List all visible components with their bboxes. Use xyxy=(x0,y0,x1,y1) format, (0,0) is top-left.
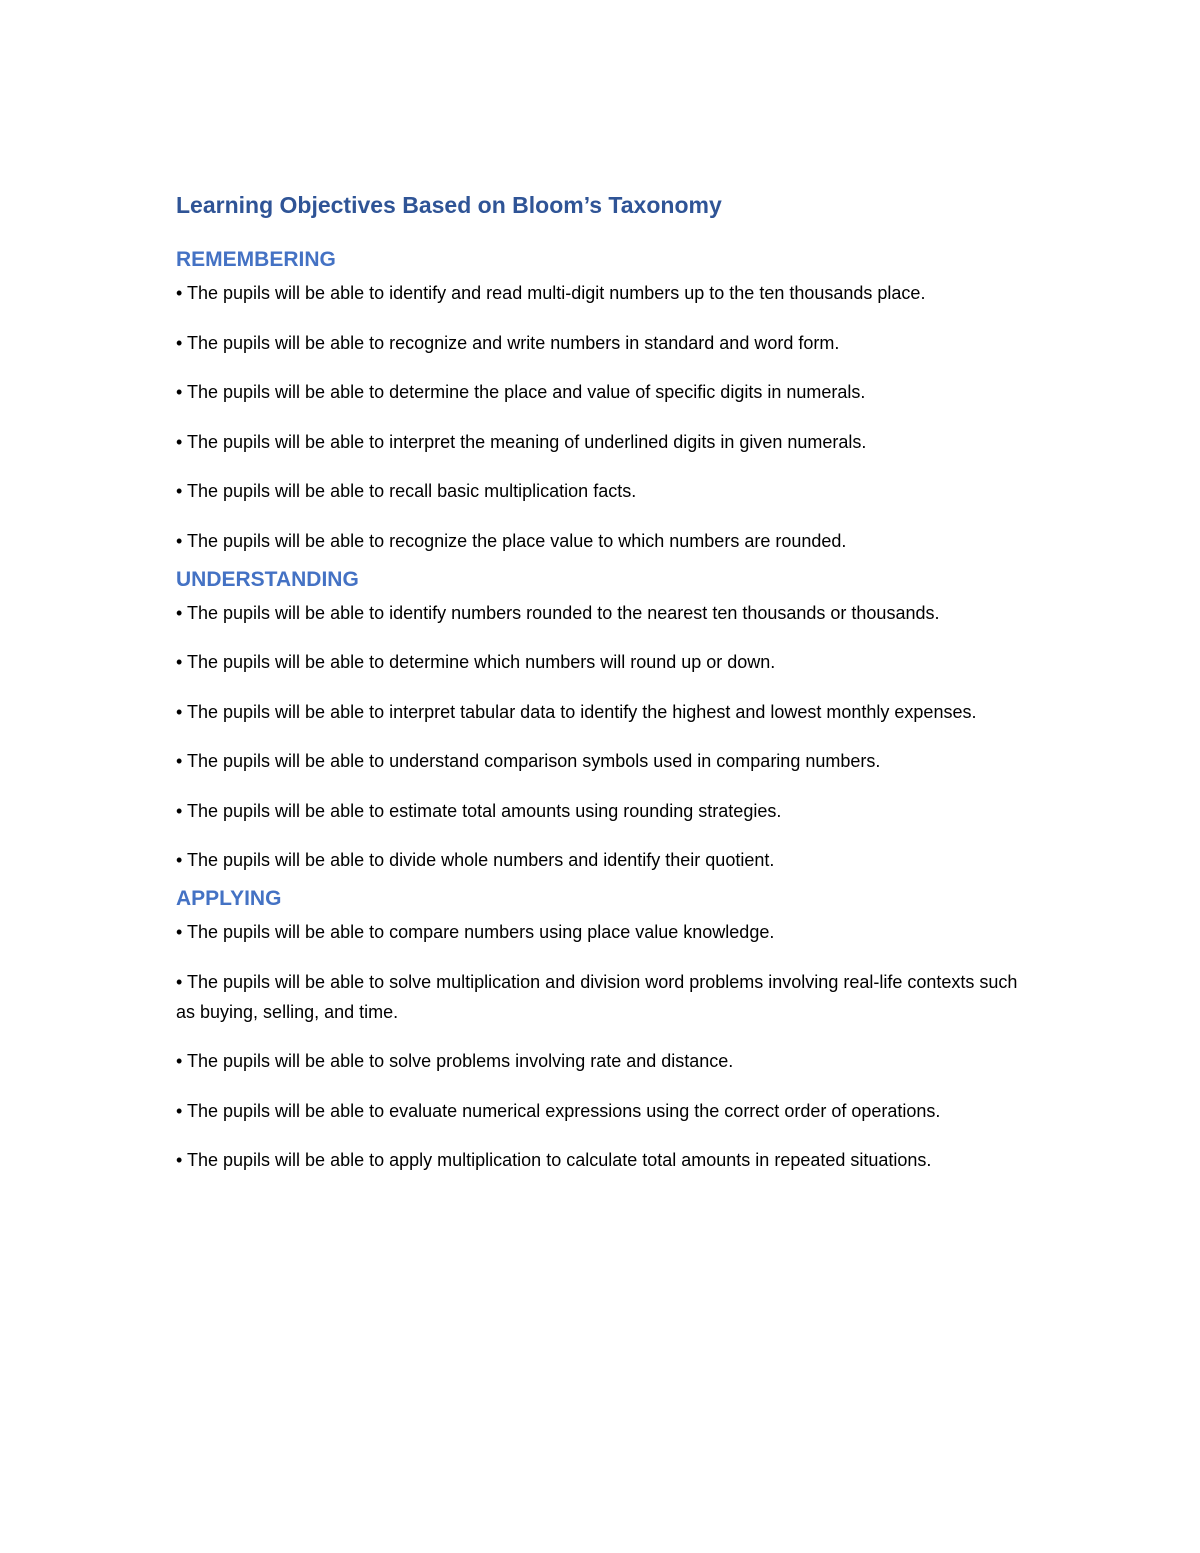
objective-text: The pupils will be able to interpret tabular data to identify the highest and lowest monthly expenses. xyxy=(187,701,977,722)
bullet-icon: • xyxy=(176,701,183,722)
objective-item xyxy=(176,647,1036,677)
objective-list-remembering xyxy=(176,278,1036,556)
bullet-icon: • xyxy=(176,431,183,452)
bullet-icon: • xyxy=(176,1150,183,1170)
objective-item xyxy=(176,328,1036,358)
objective-text: The pupils will be able to identify and read multi-digit numbers up to the ten thousands place. xyxy=(187,283,926,303)
objective-text: The pupils will be able to identify numbers rounded to the nearest ten thousands or thousands. xyxy=(187,602,940,623)
objective-item xyxy=(176,476,1036,506)
objective-text: The pupils will be able to recall basic multiplication facts. xyxy=(187,481,637,501)
objective-text: The pupils will be able to apply multiplication to calculate total amounts in repeated situations. xyxy=(187,1150,932,1170)
bullet-icon: • xyxy=(176,971,183,992)
objective-text: The pupils will be able to compare numbers using place value knowledge. xyxy=(187,922,775,942)
objective-item xyxy=(176,1145,1036,1175)
objective-text: The pupils will be able to recognize the place value to which numbers are rounded. xyxy=(187,530,847,551)
objective-item xyxy=(176,278,1036,308)
objective-item xyxy=(176,1096,1036,1126)
objective-item xyxy=(176,1046,1036,1076)
objective-text: The pupils will be able to understand comparison symbols used in comparing numbers. xyxy=(187,751,881,771)
objective-item xyxy=(176,917,1036,947)
document-title: Learning Objectives Based on Bloom’s Taxonomy xyxy=(176,192,722,218)
bullet-icon: • xyxy=(176,382,183,402)
bullet-icon: • xyxy=(176,332,183,353)
objective-text: The pupils will be able to recognize and write numbers in standard and word form. xyxy=(187,332,840,353)
objective-text: The pupils will be able to divide whole numbers and identify their quotient. xyxy=(187,850,775,870)
document-page xyxy=(176,190,1036,1185)
objective-item xyxy=(176,697,1036,727)
objective-text: The pupils will be able to solve problems involving rate and distance. xyxy=(187,1051,734,1071)
bullet-icon: • xyxy=(176,530,183,551)
objective-item xyxy=(176,967,1036,1027)
objective-text: The pupils will be able to determine the place and value of specific digits in numerals. xyxy=(187,382,866,402)
bullet-icon: • xyxy=(176,652,183,672)
bullet-icon: • xyxy=(176,481,183,501)
objective-item xyxy=(176,526,1036,556)
objective-item xyxy=(176,427,1036,457)
section-heading-applying: APPLYING xyxy=(176,887,282,910)
objective-item xyxy=(176,746,1036,776)
section-heading-remembering: REMEMBERING xyxy=(176,248,336,271)
objective-item xyxy=(176,796,1036,826)
objective-list-applying xyxy=(176,917,1036,1175)
bullet-icon: • xyxy=(176,800,183,821)
objective-text: The pupils will be able to evaluate numerical expressions using the correct order of operations. xyxy=(187,1100,941,1121)
section-heading-understanding: UNDERSTANDING xyxy=(176,567,359,591)
bullet-icon: • xyxy=(176,1100,183,1121)
objective-text: The pupils will be able to solve multiplication and division word problems involving real-life contexts such as buying, selling, and time. xyxy=(176,971,1018,1022)
bullet-icon: • xyxy=(176,751,183,771)
bullet-icon: • xyxy=(176,602,183,623)
bullet-icon: • xyxy=(176,283,183,303)
bullet-icon: • xyxy=(176,850,183,870)
objective-text: The pupils will be able to interpret the meaning of underlined digits in given numerals. xyxy=(187,431,867,452)
bullet-icon: • xyxy=(176,1051,183,1071)
objective-text: The pupils will be able to determine which numbers will round up or down. xyxy=(187,652,776,672)
objective-item xyxy=(176,845,1036,875)
objective-list-understanding xyxy=(176,598,1036,876)
objective-item xyxy=(176,598,1036,628)
objective-item xyxy=(176,377,1036,407)
objective-text: The pupils will be able to estimate total amounts using rounding strategies. xyxy=(187,800,782,821)
bullet-icon: • xyxy=(176,922,183,942)
